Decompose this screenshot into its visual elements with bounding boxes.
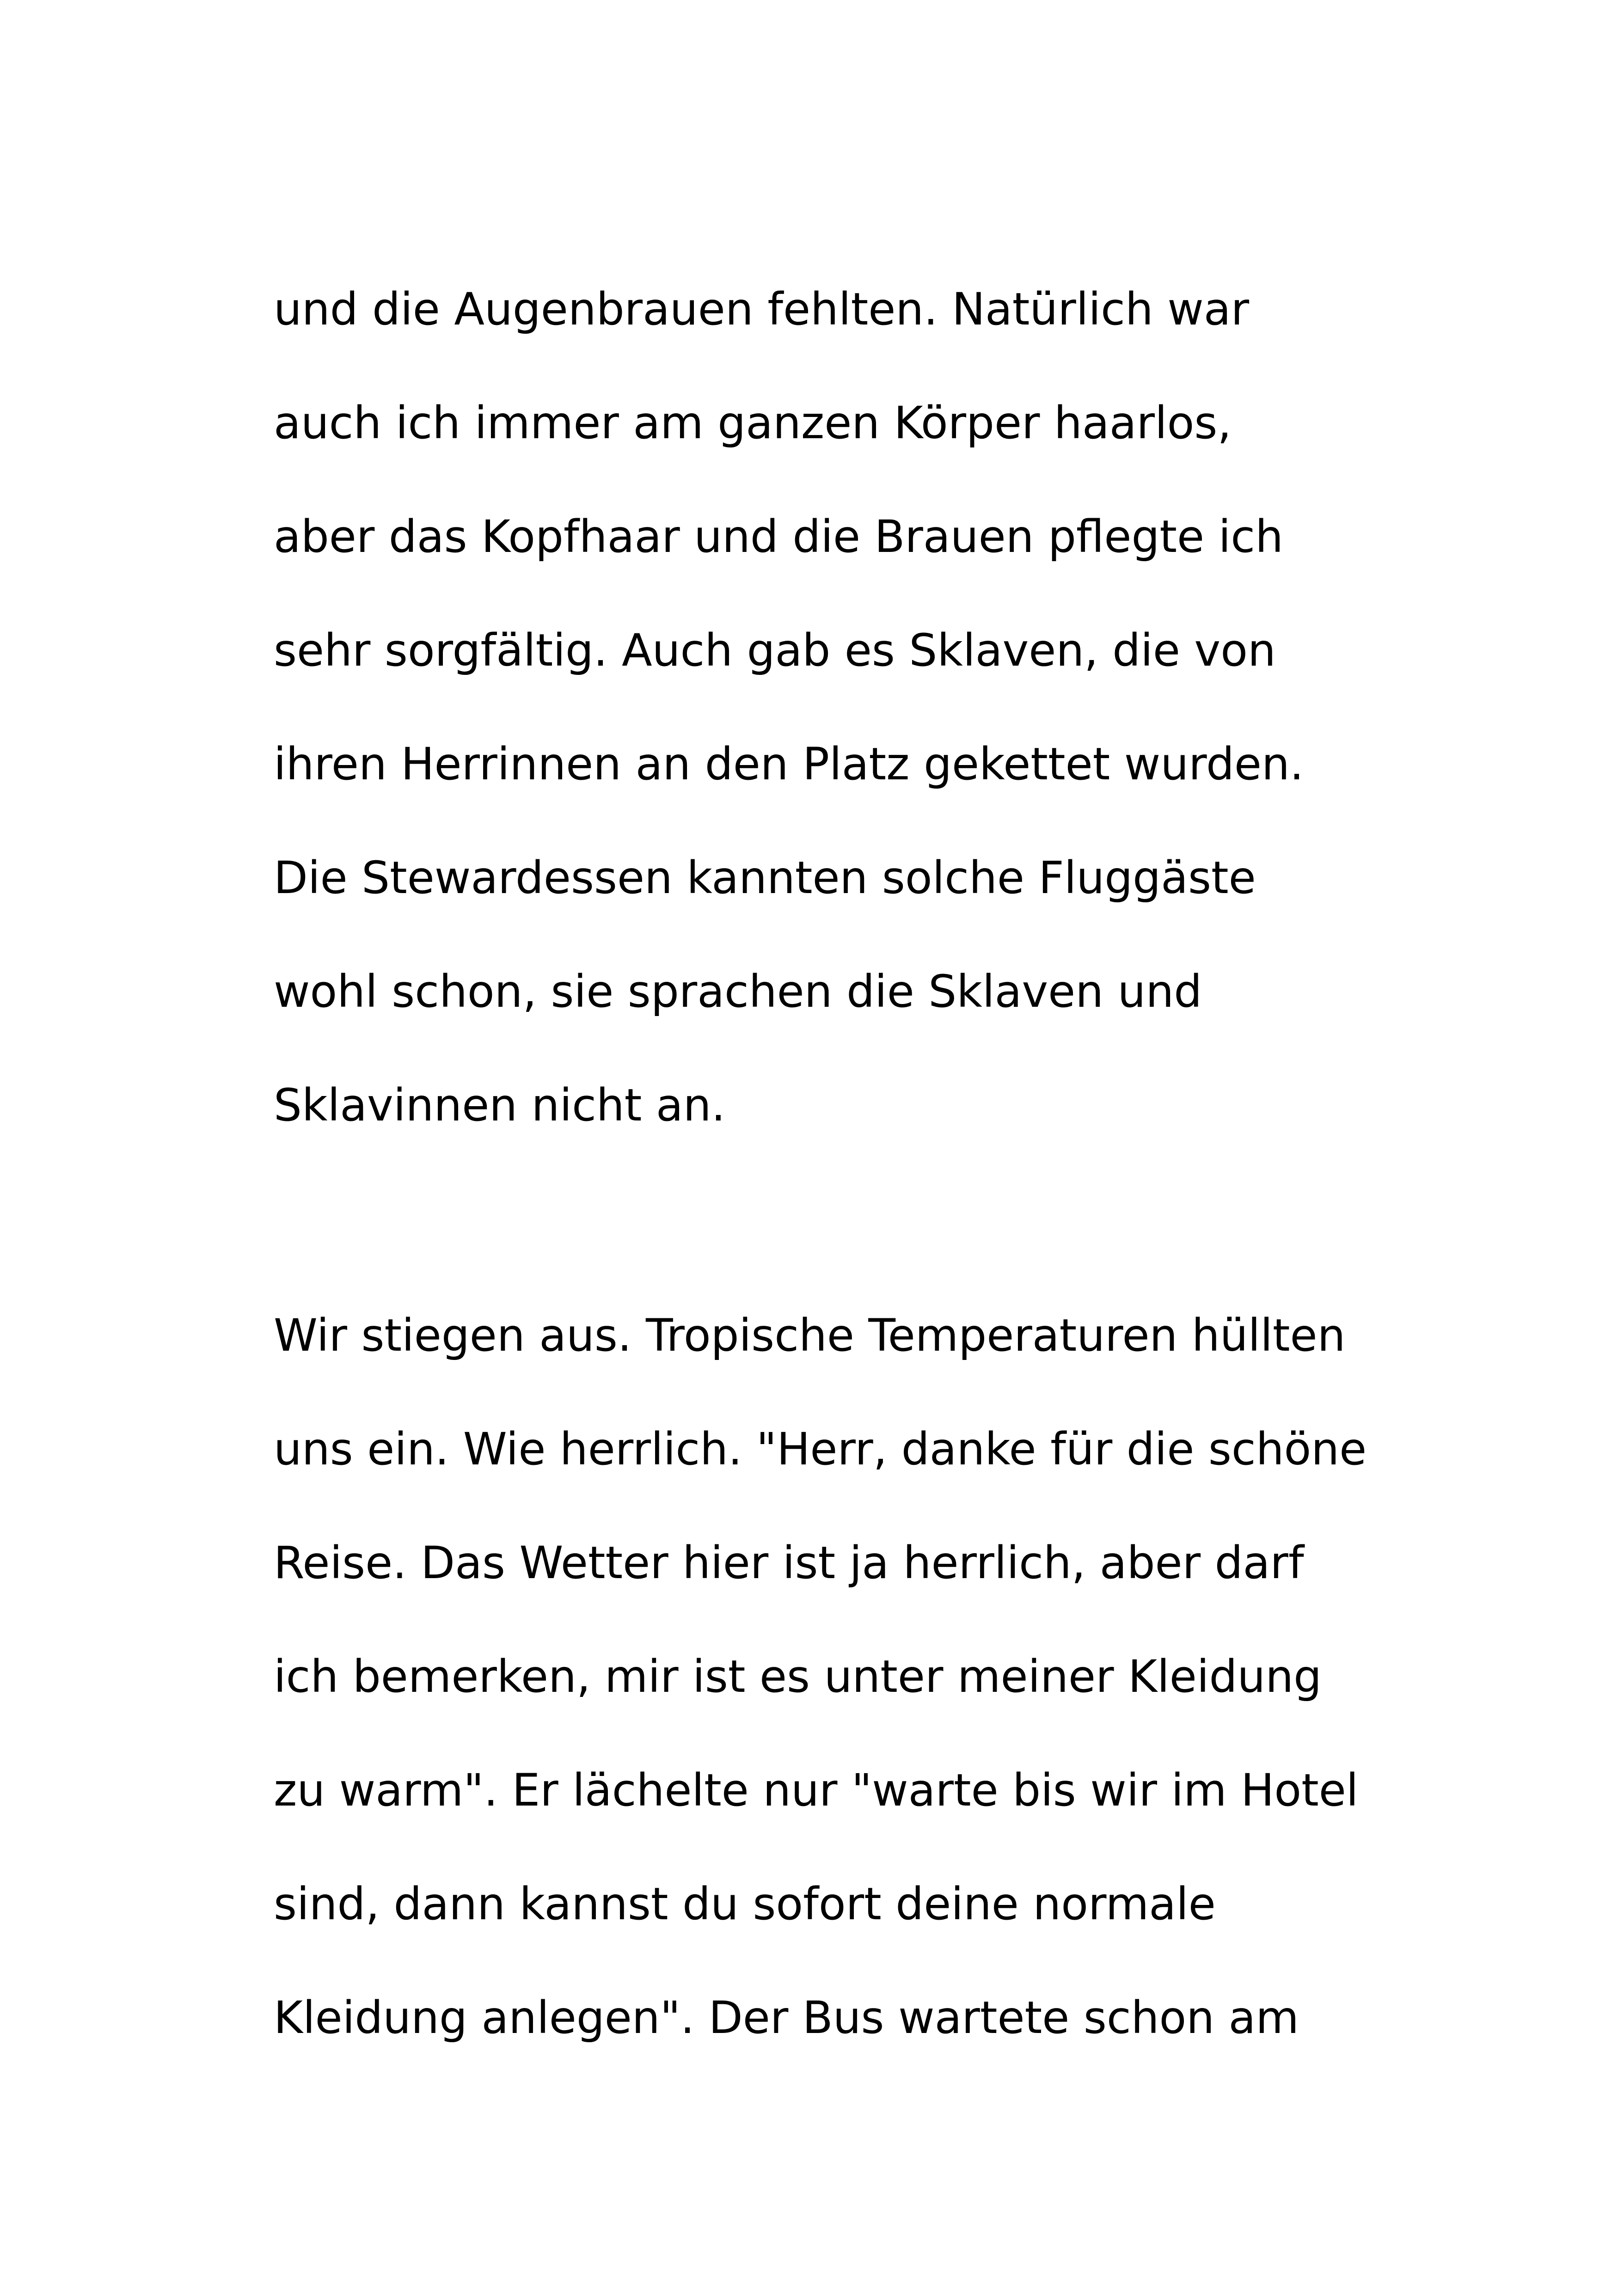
text-line: sehr sorgfältig. Auch gab es Sklaven, die von — [274, 625, 1276, 676]
text-line: ihren Herrinnen an den Platz gekettet wurden. — [274, 738, 1304, 790]
text-line: zu warm". Er lächelte nur "warte bis wir im Hotel — [274, 1764, 1359, 1816]
text-line: aber das Kopfhaar und die Brauen pflegte ich — [274, 511, 1283, 563]
text-line: wohl schon, sie sprachen die Sklaven und — [274, 966, 1202, 1017]
text-line: Kleidung anlegen". Der Bus wartete schon am — [274, 1992, 1299, 2044]
text-line: und die Augenbrauen fehlten. Natürlich war — [274, 283, 1250, 335]
text-line: uns ein. Wie herrlich. "Herr, danke für die schöne — [274, 1423, 1367, 1475]
text-line: Sklavinnen nicht an. — [274, 1079, 726, 1131]
paragraph-1 — [274, 252, 1383, 1162]
text-line: Reise. Das Wetter hier ist ja herrlich, aber darf — [274, 1537, 1304, 1589]
text-line: sind, dann kannst du sofort deine normale — [274, 1878, 1216, 1930]
text-line: Wir stiegen aus. Tropische Temperaturen hüllten — [274, 1310, 1346, 1361]
text-line: auch ich immer am ganzen Körper haarlos, — [274, 397, 1232, 449]
text-line: ich bemerken, mir ist es unter meiner Kleidung — [274, 1651, 1322, 1702]
paragraph-2 — [274, 1279, 1383, 2075]
text-line: Die Stewardessen kannten solche Fluggäste — [274, 852, 1256, 904]
